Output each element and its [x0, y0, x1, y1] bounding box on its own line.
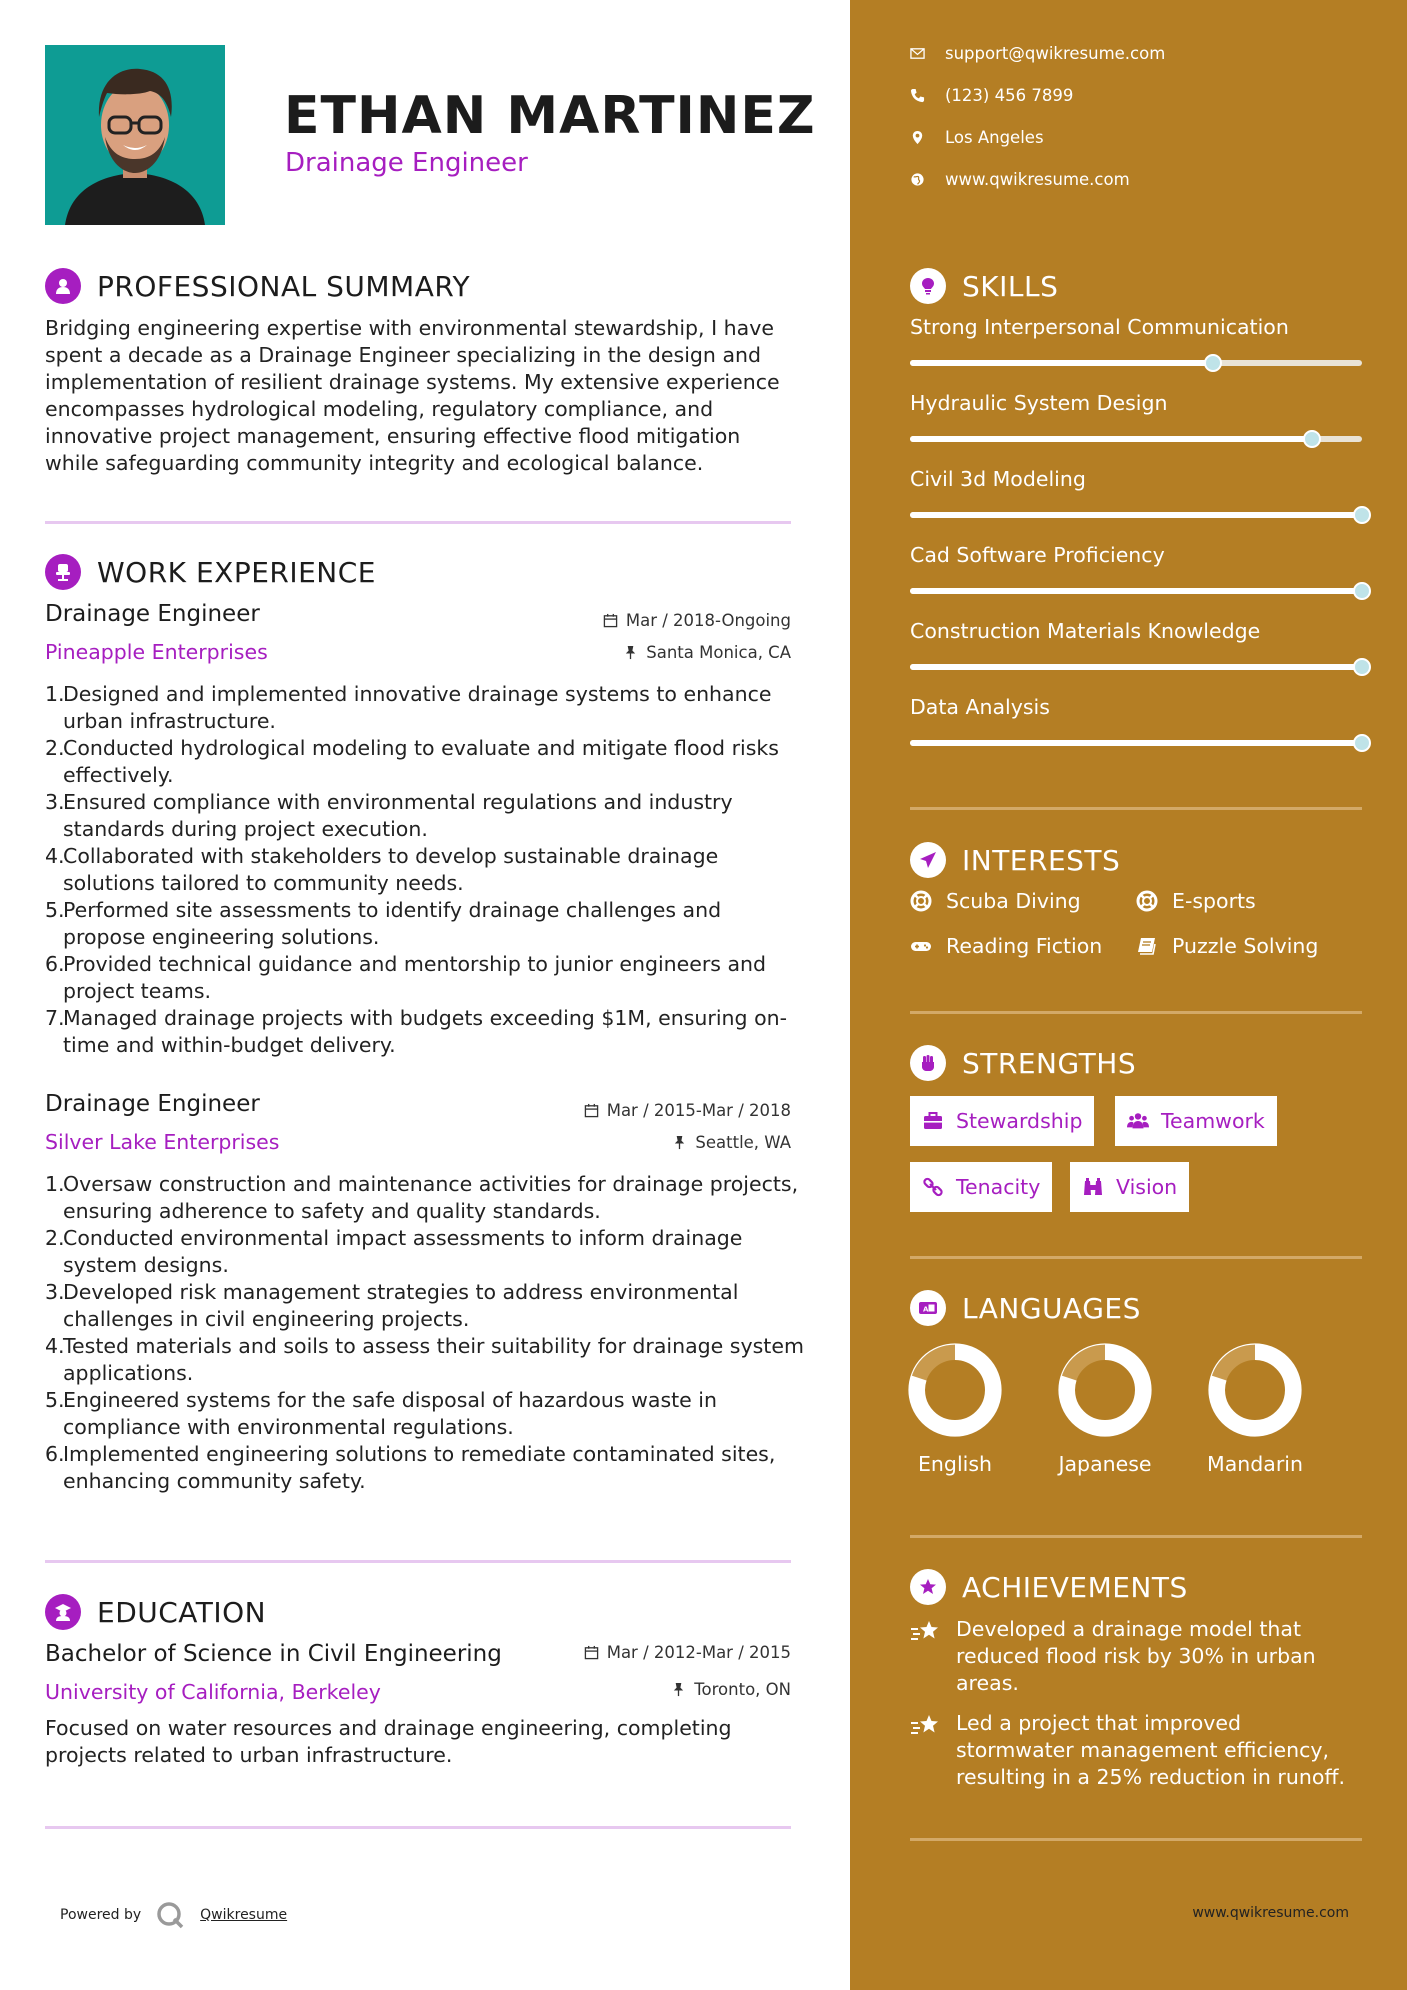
qwikresume-logo-icon: [155, 1900, 185, 1930]
skill-bar-fill: [910, 436, 1312, 442]
strength-chip: [1115, 1096, 1277, 1146]
skill-bar: [910, 360, 1362, 366]
list-item: 1.Designed and implemented innovative drainage systems to enhance urban infrastructure.: [45, 682, 772, 733]
skill-bar-fill: [910, 740, 1362, 746]
language-name: Japanese: [1058, 1452, 1152, 1476]
skill-bar-fill: [910, 664, 1362, 670]
language-item: [1030, 1342, 1180, 1476]
language-level-ring: [1057, 1342, 1153, 1438]
strength-label: Teamwork: [1161, 1109, 1265, 1133]
map-marker-icon: [910, 130, 925, 145]
skill-slider-knob[interactable]: [1204, 354, 1222, 372]
skill-bar-fill: [910, 512, 1362, 518]
skills-header: [910, 268, 1058, 304]
candidate-title: Drainage Engineer: [285, 148, 528, 178]
sidebar: [850, 0, 1407, 1990]
translate-icon: [910, 1290, 946, 1326]
job-location: [672, 1133, 791, 1152]
user-icon: [45, 268, 81, 304]
job-location-text: Santa Monica, CA: [646, 643, 791, 662]
section-divider: [45, 521, 791, 524]
skill-bar: [910, 664, 1362, 670]
skill-label: Cad Software Proficiency: [910, 543, 1165, 567]
candidate-name: ETHAN MARTINEZ: [284, 86, 816, 146]
skill-slider-knob[interactable]: [1353, 582, 1371, 600]
job-title: Drainage Engineer: [45, 601, 260, 627]
job-dates: [603, 611, 791, 630]
list-item: 4.Collaborated with stakeholders to develop sustainable drainage solutions tailored to community needs.: [45, 844, 719, 895]
achievement-text: Developed a drainage model that reduced flood risk by 30% in urban areas.: [956, 1617, 1316, 1695]
job-title: Drainage Engineer: [45, 1091, 260, 1117]
paper-plane-icon: [910, 842, 946, 878]
interests-header: [910, 842, 1120, 878]
skill-bar-fill: [910, 588, 1362, 594]
achievement-text: Led a project that improved stormwater management efficiency, resulting in a 25% reduction in runoff.: [956, 1711, 1346, 1789]
achievements-heading: ACHIEVEMENTS: [962, 1570, 1188, 1604]
contact-email-text: support@qwikresume.com: [945, 44, 1166, 63]
interest-item: [910, 934, 1102, 958]
section-divider: [910, 1838, 1362, 1841]
skills-heading: SKILLS: [962, 269, 1059, 303]
graduate-icon: [45, 1594, 81, 1630]
education-heading: EDUCATION: [97, 1595, 267, 1629]
education-location: [671, 1680, 791, 1699]
education-description: Focused on water resources and drainage engineering, completing projects related to urban infrastructure.: [45, 1716, 732, 1767]
strength-label: Stewardship: [956, 1109, 1083, 1133]
summary-heading: PROFESSIONAL SUMMARY: [97, 269, 471, 303]
star-badge-icon: [910, 1569, 946, 1605]
interest-label: Puzzle Solving: [1172, 934, 1319, 958]
skill-label: Hydraulic System Design: [910, 391, 1168, 415]
pin-icon: [623, 645, 638, 660]
section-divider: [45, 1560, 791, 1563]
contact-email[interactable]: [910, 44, 1165, 63]
skill-slider-knob[interactable]: [1353, 658, 1371, 676]
contact-website-text: www.qwikresume.com: [945, 170, 1130, 189]
skill-slider-knob[interactable]: [1303, 430, 1321, 448]
section-divider: [910, 807, 1362, 810]
work-heading: WORK EXPERIENCE: [97, 555, 376, 589]
job-company: Pineapple Enterprises: [45, 640, 268, 664]
achievement-item: [910, 1616, 1350, 1697]
interests-heading: INTERESTS: [962, 843, 1121, 877]
list-item: 4.Tested materials and soils to assess their suitability for drainage system applications.: [45, 1334, 804, 1385]
contact-website[interactable]: [910, 170, 1130, 189]
strengths-heading: STRENGTHS: [962, 1046, 1137, 1080]
interest-label: Scuba Diving: [946, 889, 1081, 913]
strengths-header: [910, 1045, 1136, 1081]
office-chair-icon: [45, 554, 81, 590]
list-item: 2.Conducted hydrological modeling to evaluate and mitigate flood risks effectively.: [45, 736, 779, 787]
list-item: 2.Conducted environmental impact assessments to inform drainage system designs.: [45, 1226, 743, 1277]
strength-chip: [1070, 1162, 1189, 1212]
skill-slider-knob[interactable]: [1353, 734, 1371, 752]
avatar-illustration: [45, 45, 225, 225]
powered-by-label: Powered by: [60, 1907, 142, 1923]
skill-bar: [910, 436, 1362, 442]
work-header: [45, 554, 376, 590]
job-company: Silver Lake Enterprises: [45, 1130, 280, 1154]
language-name: Mandarin: [1207, 1452, 1303, 1476]
strength-chip: [910, 1096, 1094, 1146]
calendar-icon: [603, 613, 618, 628]
list-item: 6.Provided technical guidance and mentorship to junior engineers and project teams.: [45, 952, 767, 1003]
languages-header: [910, 1290, 1141, 1326]
list-item: 7.Managed drainage projects with budgets exceeding $1M, ensuring on-time and within-budget delivery.: [45, 1006, 787, 1057]
skill-label: Data Analysis: [910, 695, 1050, 719]
skill-label: Construction Materials Knowledge: [910, 619, 1261, 643]
skill-bar: [910, 740, 1362, 746]
job-location-text: Seattle, WA: [695, 1133, 791, 1152]
skill-bar-fill: [910, 360, 1213, 366]
svg-text:A: A: [923, 1305, 929, 1314]
interest-label: E-sports: [1172, 889, 1256, 913]
lifebuoy-icon: [910, 890, 932, 912]
strength-label: Vision: [1116, 1175, 1178, 1199]
interest-label: Reading Fiction: [946, 934, 1103, 958]
book-icon: [1136, 935, 1158, 957]
language-item: [880, 1342, 1030, 1476]
envelope-icon: [910, 46, 925, 61]
achievement-item: [910, 1710, 1350, 1791]
list-item: 1.Oversaw construction and maintenance activities for drainage projects, ensuring adherence to safety and quality standards.: [45, 1172, 799, 1223]
interest-item: [910, 889, 1081, 913]
lightbulb-icon: [910, 268, 946, 304]
achievements-header: [910, 1569, 1188, 1605]
job-duties-list: [45, 681, 805, 1059]
job-duties-list: [45, 1171, 805, 1495]
contact-phone[interactable]: [910, 86, 1073, 105]
qwikresume-link[interactable]: Qwikresume: [200, 1907, 288, 1923]
job-dates-text: Mar / 2018-Ongoing: [625, 611, 791, 630]
education-location-text: Toronto, ON: [694, 1680, 791, 1699]
list-item: 5.Engineered systems for the safe disposal of hazardous waste in compliance with environmental regulations.: [45, 1388, 717, 1439]
skill-slider-knob[interactable]: [1353, 506, 1371, 524]
skill-bar: [910, 588, 1362, 594]
languages-heading: LANGUAGES: [962, 1291, 1141, 1325]
shooting-star-icon: [910, 1618, 942, 1646]
job-location: [623, 643, 791, 662]
job-dates-text: Mar / 2015-Mar / 2018: [606, 1101, 791, 1120]
profile-photo: [45, 45, 225, 225]
phone-icon: [910, 88, 925, 103]
skill-label: Strong Interpersonal Communication: [910, 315, 1289, 339]
gamepad-icon: [910, 935, 932, 957]
calendar-icon: [584, 1645, 599, 1660]
link-icon: [922, 1176, 944, 1198]
education-dates-text: Mar / 2012-Mar / 2015: [606, 1643, 791, 1662]
job-dates: [584, 1101, 791, 1120]
education-header: [45, 1594, 266, 1630]
skill-label: Civil 3d Modeling: [910, 467, 1086, 491]
contact-location: [910, 128, 1044, 147]
briefcase-icon: [922, 1110, 944, 1132]
section-divider: [910, 1535, 1362, 1538]
summary-header: [45, 268, 470, 304]
section-divider: [910, 1256, 1362, 1259]
language-item: [1180, 1342, 1330, 1476]
list-item: 3.Ensured compliance with environmental regulations and industry standards during project execution.: [45, 790, 733, 841]
lifebuoy-icon: [1136, 890, 1158, 912]
pin-icon: [671, 1682, 686, 1697]
shooting-star-icon: [910, 1712, 942, 1740]
list-item: 6.Implemented engineering solutions to remediate contaminated sites, enhancing community safety.: [45, 1442, 776, 1493]
interest-item: [1136, 889, 1256, 913]
section-divider: [45, 1826, 791, 1829]
contact-phone-text: (123) 456 7899: [945, 86, 1074, 105]
pin-icon: [672, 1135, 687, 1150]
binoculars-icon: [1082, 1176, 1104, 1198]
calendar-icon: [584, 1103, 599, 1118]
section-divider: [910, 1011, 1362, 1014]
degree-title: Bachelor of Science in Civil Engineering: [45, 1641, 502, 1667]
footer-website[interactable]: www.qwikresume.com: [1192, 1905, 1349, 1921]
education-dates: [584, 1643, 791, 1662]
globe-icon: [910, 172, 925, 187]
users-icon: [1127, 1110, 1149, 1132]
school-name: University of California, Berkeley: [45, 1680, 381, 1704]
strength-chip: [910, 1162, 1052, 1212]
contact-location-text: Los Angeles: [945, 128, 1044, 147]
language-level-ring: [907, 1342, 1003, 1438]
language-level-ring: [1207, 1342, 1303, 1438]
skill-bar: [910, 512, 1362, 518]
interest-item: [1136, 934, 1318, 958]
fist-icon: [910, 1045, 946, 1081]
language-name: English: [917, 1452, 993, 1476]
strength-label: Tenacity: [956, 1175, 1041, 1199]
summary-text: Bridging engineering expertise with environmental stewardship, I have spent a decade as a Drainage Engineer specializing in the design and implementation of resilient drainage systems. My extensive experience encompasses hydrological modeling, regulatory compliance, and innovative project management, ensuring effective flood mitigation while safeguarding community integrity and ecological balance.: [45, 316, 780, 475]
list-item: 5.Performed site assessments to identify drainage challenges and propose engineering solutions.: [45, 898, 722, 949]
list-item: 3.Developed risk management strategies to address environmental challenges in civil engineering projects.: [45, 1280, 739, 1331]
powered-by: [60, 1900, 287, 1930]
